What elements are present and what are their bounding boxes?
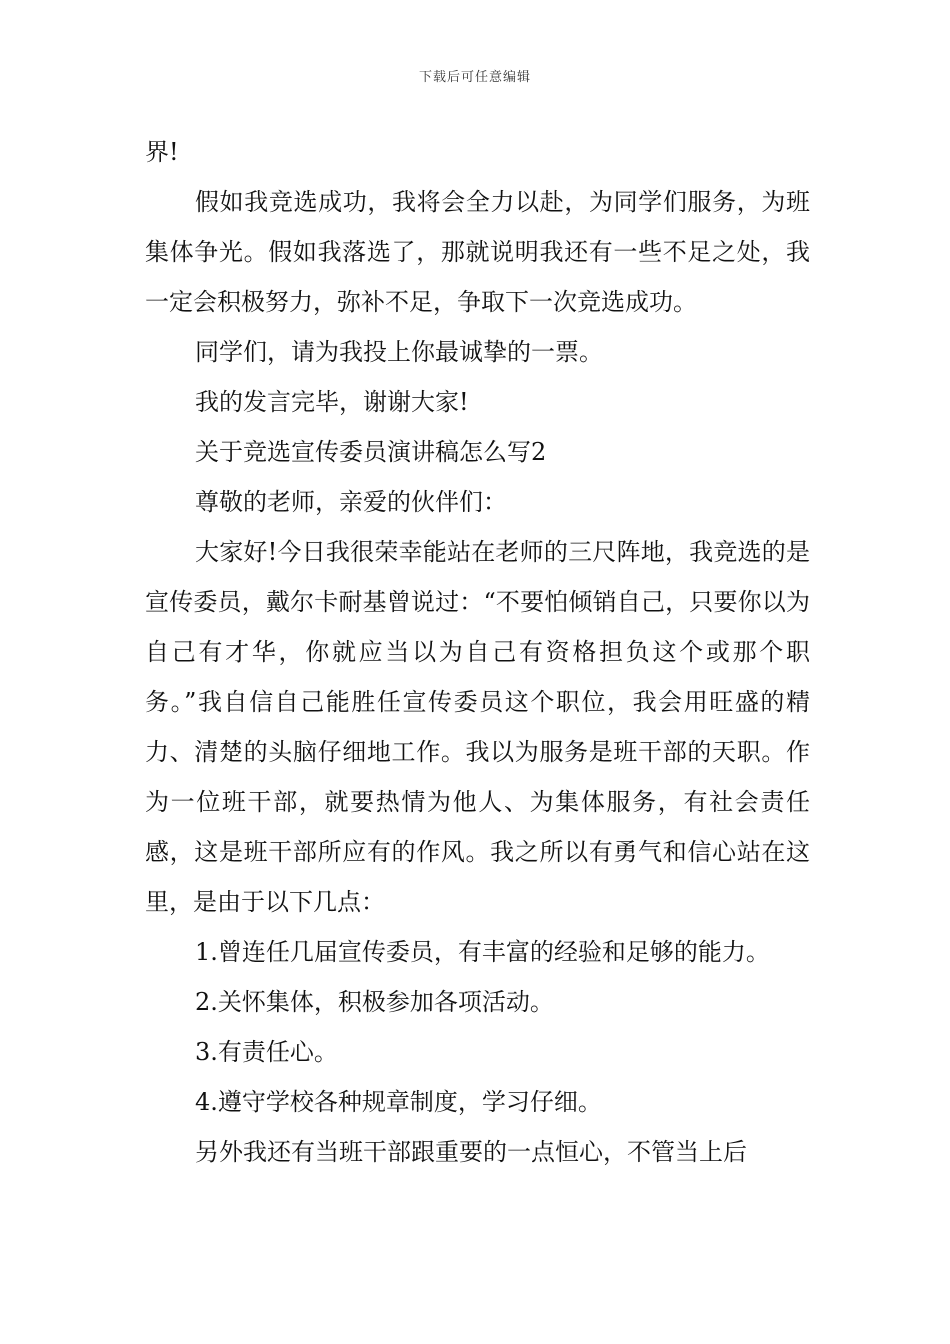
section-heading: 关于竞选宣传委员演讲稿怎么写2 [195,438,547,466]
paragraph-1: 界! [145,138,179,166]
paragraph-4: 我的发言完毕，谢谢大家! [195,388,469,416]
paragraph-3: 同学们，请为我投上你最诚挚的一票。 [195,338,603,366]
page-header-note: 下载后可任意编辑 [418,70,531,85]
document-body [145,127,810,1177]
paragraph-last: 另外我还有当班干部跟重要的一点恒心，不管当上后 [195,1138,747,1166]
list-item-1: 1.曾连任几届宣传委员，有丰富的经验和足够的能力。 [195,938,770,966]
paragraph-2: 假如我竞选成功，我将会全力以赴，为同学们服务，为班集体争光。假如我落选了，那就说明我还有一些不足之处，我一定会积极努力，弥补不足，争取下一次竞选成功。 [145,188,810,316]
list-item-4: 4.遵守学校各种规章制度，学习仔细。 [195,1088,602,1116]
paragraph-main: 大家好!今日我很荣幸能站在老师的三尺阵地，我竞选的是宣传委员，戴尔卡耐基曾说过：“不要怕倾销自己，只要你以为自己有才华，你就应当以为自己有资格担负这个或那个职务。”我自信自己能胜任宣传委员这个职位，我会用旺盛的精力、清楚的头脑仔细地工作。我以为服务是班干部的天职。作为一位班干部，就要热情为他人、为集体服务，有社会责任感，这是班干部所应有的作风。我之所以有勇气和信心站在这里，是由于以下几点： [145,538,810,916]
list-item-2: 2.关怀集体，积极参加各项活动。 [195,988,554,1016]
salutation: 尊敬的老师，亲爱的伙伴们： [195,488,507,516]
list-item-3: 3.有责任心。 [195,1038,338,1066]
